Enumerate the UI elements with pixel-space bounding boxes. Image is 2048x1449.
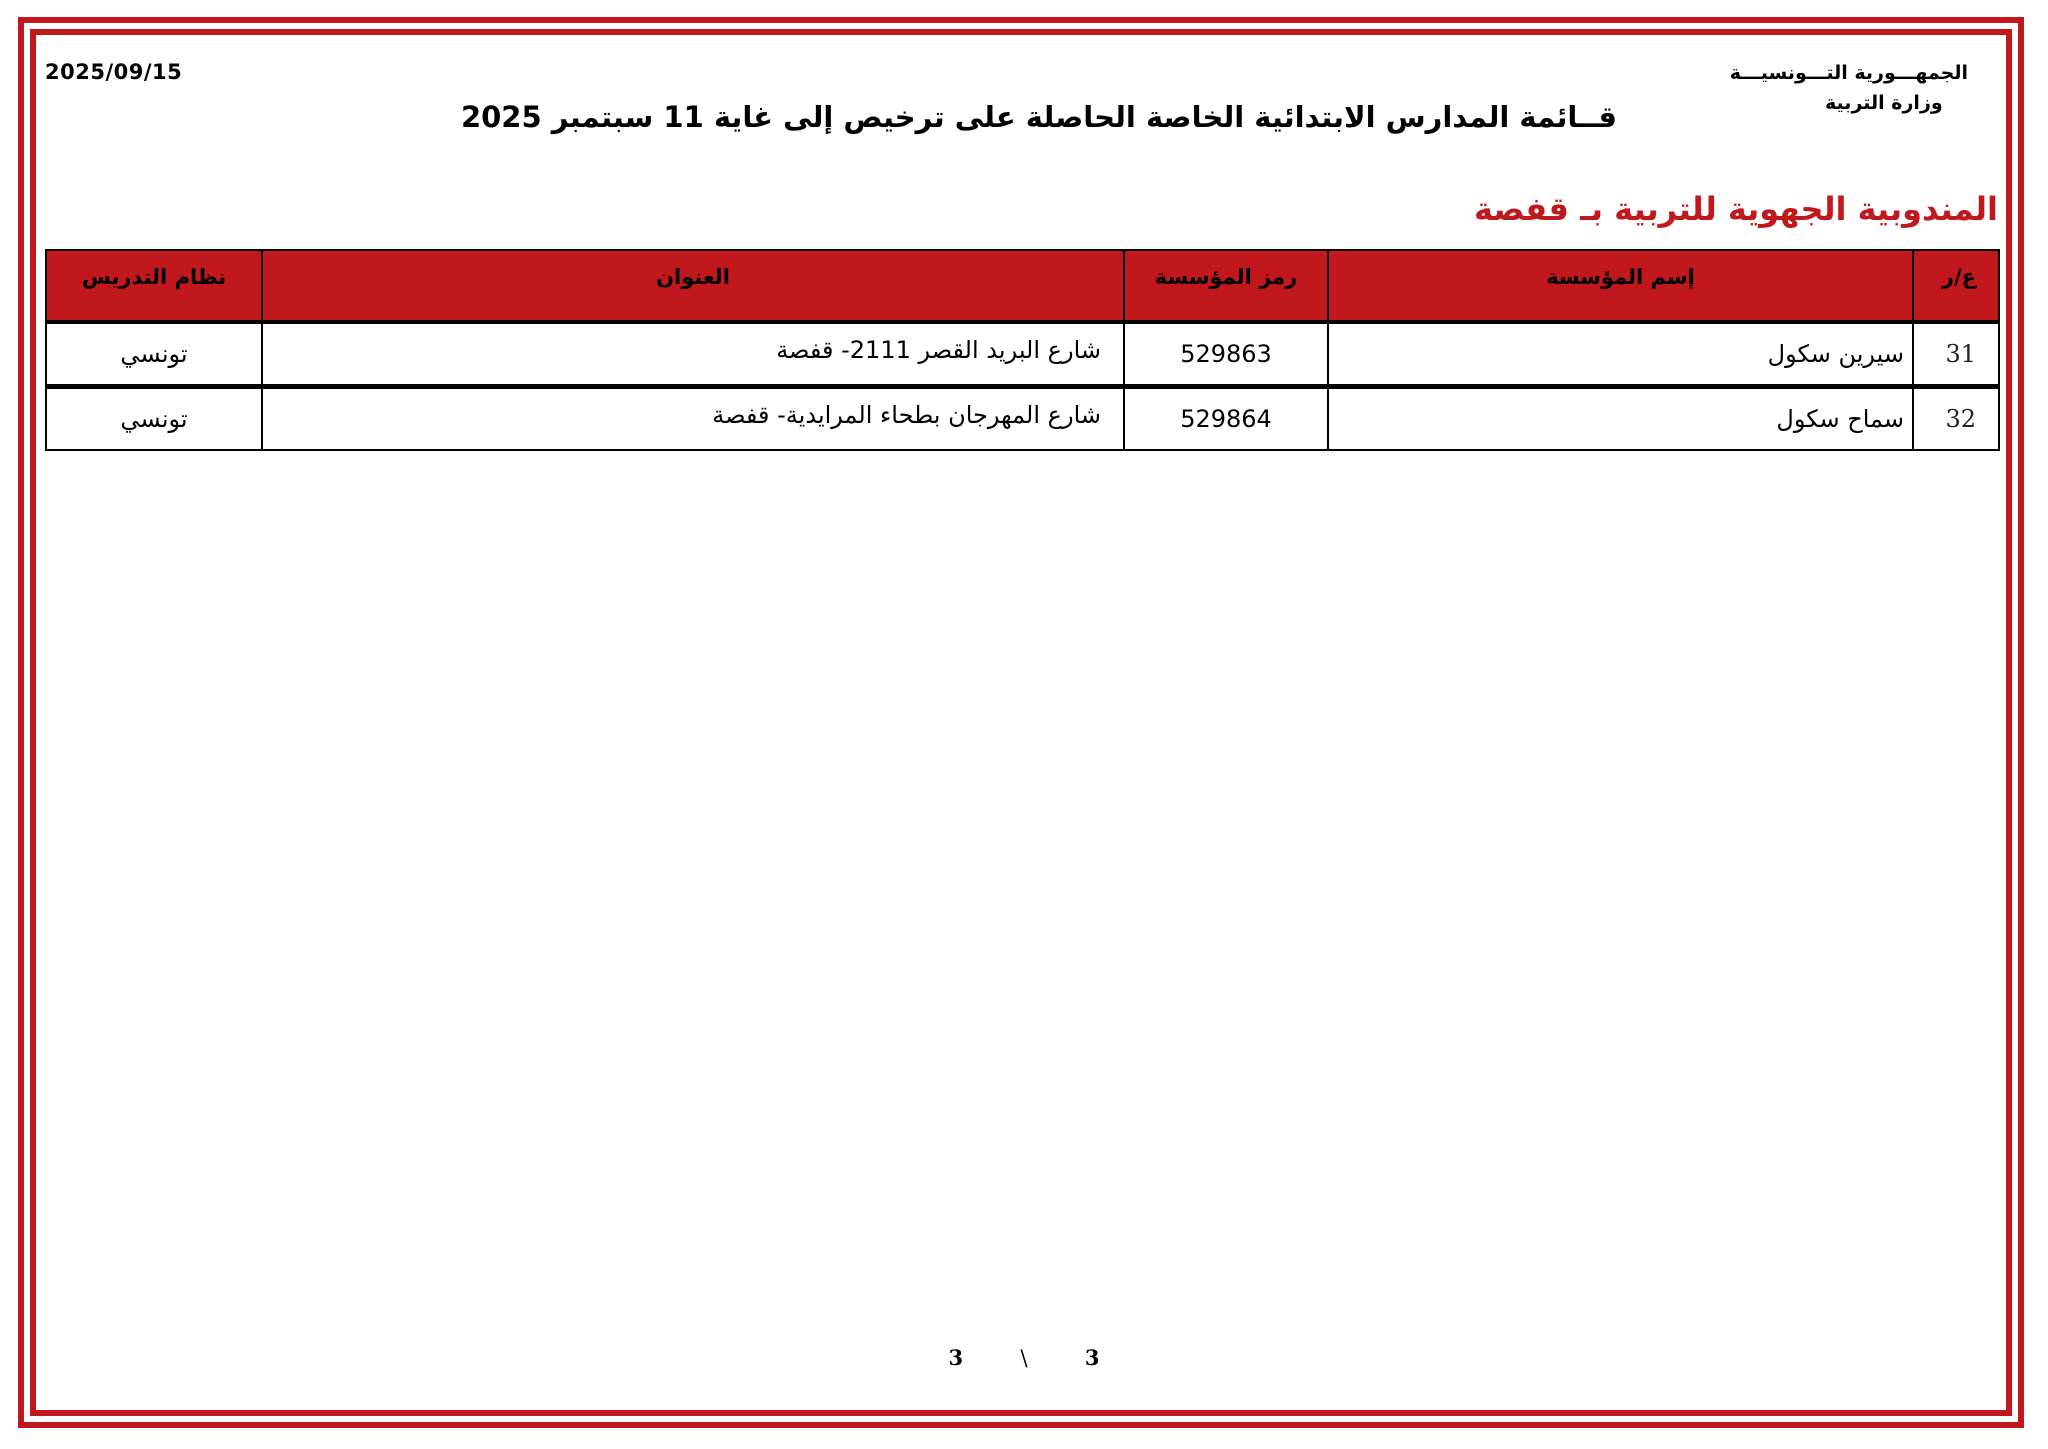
- cell-school-name: سيرين سكول: [1328, 322, 1913, 386]
- cell-school-name: سماح سكول: [1328, 386, 1913, 450]
- page-number: [0, 1345, 2048, 1370]
- cell-address: شارع المهرجان بطحاء المرايدية- قفصة: [262, 386, 1124, 450]
- column-header-name: إسم المؤسسة: [1328, 250, 1913, 322]
- table-header-row: [46, 250, 1999, 322]
- document-date: 2025/09/15: [45, 60, 183, 84]
- cell-teaching-system: تونسي: [46, 386, 262, 450]
- document-title: قــائمة المدارس الابتدائية الخاصة الحاصلة على ترخيص إلى غاية 11 سبتمبر 2025: [460, 100, 1618, 134]
- table-row: [46, 322, 1999, 386]
- column-header-system: نظام التدريس: [46, 250, 262, 322]
- column-header-code: رمز المؤسسة: [1124, 250, 1328, 322]
- cell-school-code: 529863: [1124, 322, 1328, 386]
- cell-number: 31: [1913, 322, 1999, 386]
- cell-teaching-system: تونسي: [46, 322, 262, 386]
- page-border-inner: [30, 29, 2012, 1416]
- region-heading: المندوبية الجهوية للتربية بـ قفصة: [1474, 190, 1998, 228]
- page-separator: \: [1020, 1346, 1028, 1370]
- table-row: [46, 386, 1999, 450]
- column-header-number: ع/ر: [1913, 250, 1999, 322]
- page-current: 3: [1084, 1345, 1100, 1370]
- column-header-address: العنوان: [262, 250, 1124, 322]
- ministry-label: وزارة التربية: [1825, 92, 1943, 114]
- cell-school-code: 529864: [1124, 386, 1328, 450]
- page-total: 3: [948, 1345, 964, 1370]
- cell-address: شارع البريد القصر 2111- قفصة: [262, 322, 1124, 386]
- schools-table: [45, 249, 2000, 451]
- cell-number: 32: [1913, 386, 1999, 450]
- republic-label: الجمهـــورية التـــونسيـــة: [1729, 62, 1968, 84]
